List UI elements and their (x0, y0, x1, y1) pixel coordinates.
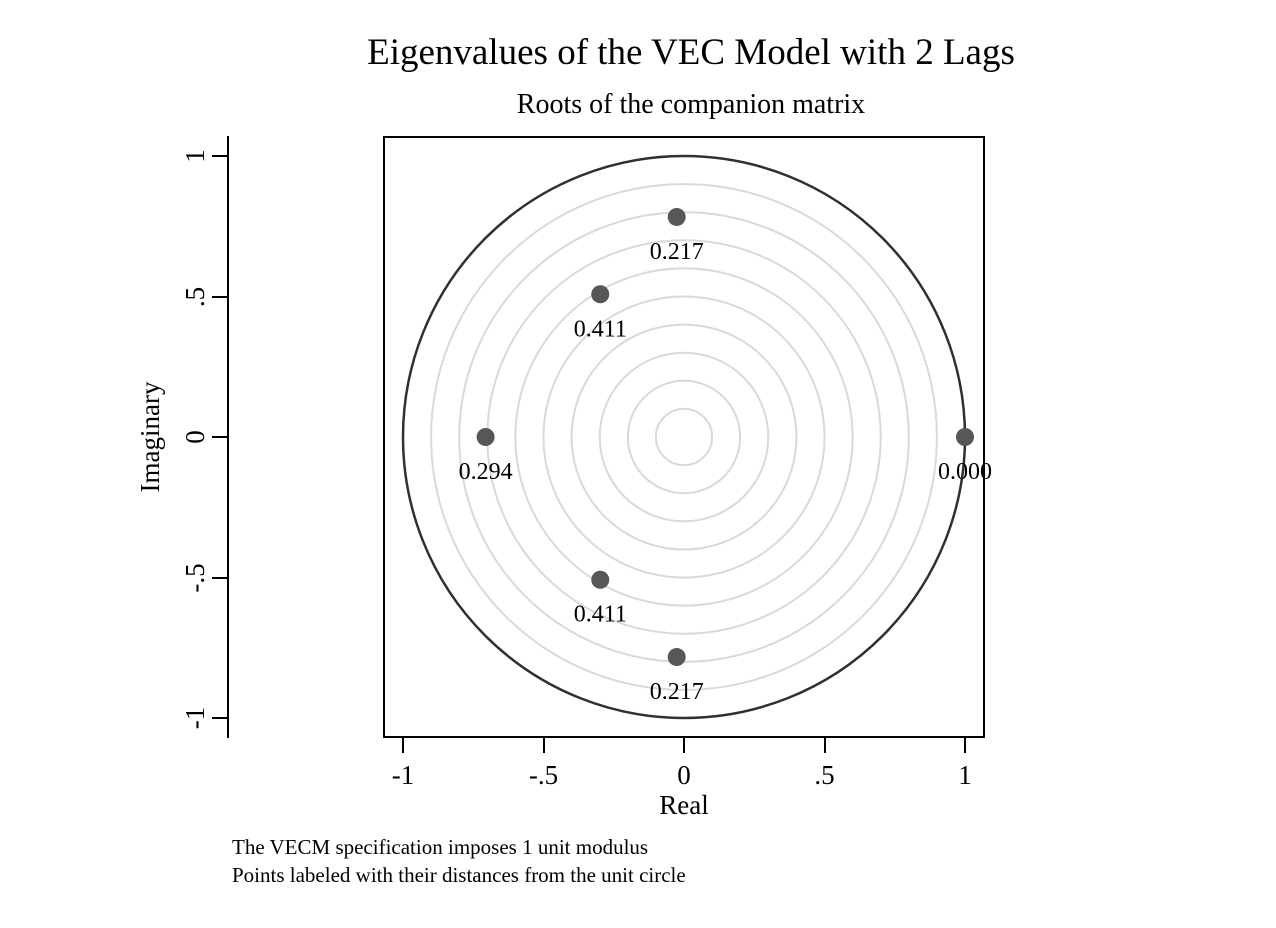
x-tick-mark (964, 738, 966, 753)
eigenvalue-point (668, 648, 686, 666)
eigenvalue-point (668, 208, 686, 226)
x-tick-label: 1 (958, 760, 972, 790)
eigenvalue-point (591, 571, 609, 589)
point-distance-label: 0.217 (649, 238, 704, 265)
point-distance-label: 0.294 (458, 459, 513, 485)
point-distance-label: 0.000 (938, 459, 992, 485)
x-tick-label: -.5 (528, 760, 559, 790)
y-tick-label: -.5 (180, 562, 210, 593)
y-tick-mark (212, 436, 228, 438)
y-tick-label: .5 (180, 286, 210, 307)
x-tick-label: 0 (677, 760, 691, 790)
eigenvalue-point (591, 285, 609, 303)
y-tick-mark (212, 577, 228, 579)
x-tick-mark (824, 738, 826, 753)
note-line-1: The VECM specification imposes 1 unit modulus (232, 835, 649, 859)
y-tick-label: 1 (180, 149, 210, 163)
point-distance-label: 0.411 (573, 316, 627, 343)
x-tick-label: -1 (391, 760, 415, 790)
reference-ring (628, 381, 740, 493)
x-tick-label: .5 (814, 760, 835, 790)
unit-circle-scatter-plot (385, 138, 992, 736)
reference-ring (656, 409, 712, 465)
x-axis-title: Real (659, 790, 709, 820)
chart-notes (232, 833, 686, 889)
note-line-2: Points labeled with their distances from the unit circle (232, 863, 686, 887)
y-tick-label: -1 (180, 706, 210, 730)
y-tick-label: 0 (180, 430, 210, 444)
reference-ring (459, 212, 909, 662)
reference-ring (600, 353, 769, 522)
reference-ring (515, 268, 852, 605)
point-distance-label: 0.217 (649, 679, 704, 706)
x-tick-mark (543, 738, 545, 753)
y-axis-title: Imaginary (135, 381, 165, 493)
eigenvalue-point (477, 428, 495, 446)
y-tick-mark (212, 155, 228, 157)
eigenvalue-point (956, 428, 974, 446)
reference-ring (572, 325, 797, 550)
reference-ring (487, 240, 880, 633)
y-tick-mark (212, 717, 228, 719)
chart-subtitle: Roots of the companion matrix (516, 89, 866, 120)
point-distance-label: 0.411 (573, 601, 627, 628)
chart-title: Eigenvalues of the VEC Model with 2 Lags (367, 32, 1015, 73)
x-tick-mark (402, 738, 404, 753)
plot-area (383, 136, 992, 738)
y-tick-mark (212, 296, 228, 298)
x-tick-mark (683, 738, 685, 753)
